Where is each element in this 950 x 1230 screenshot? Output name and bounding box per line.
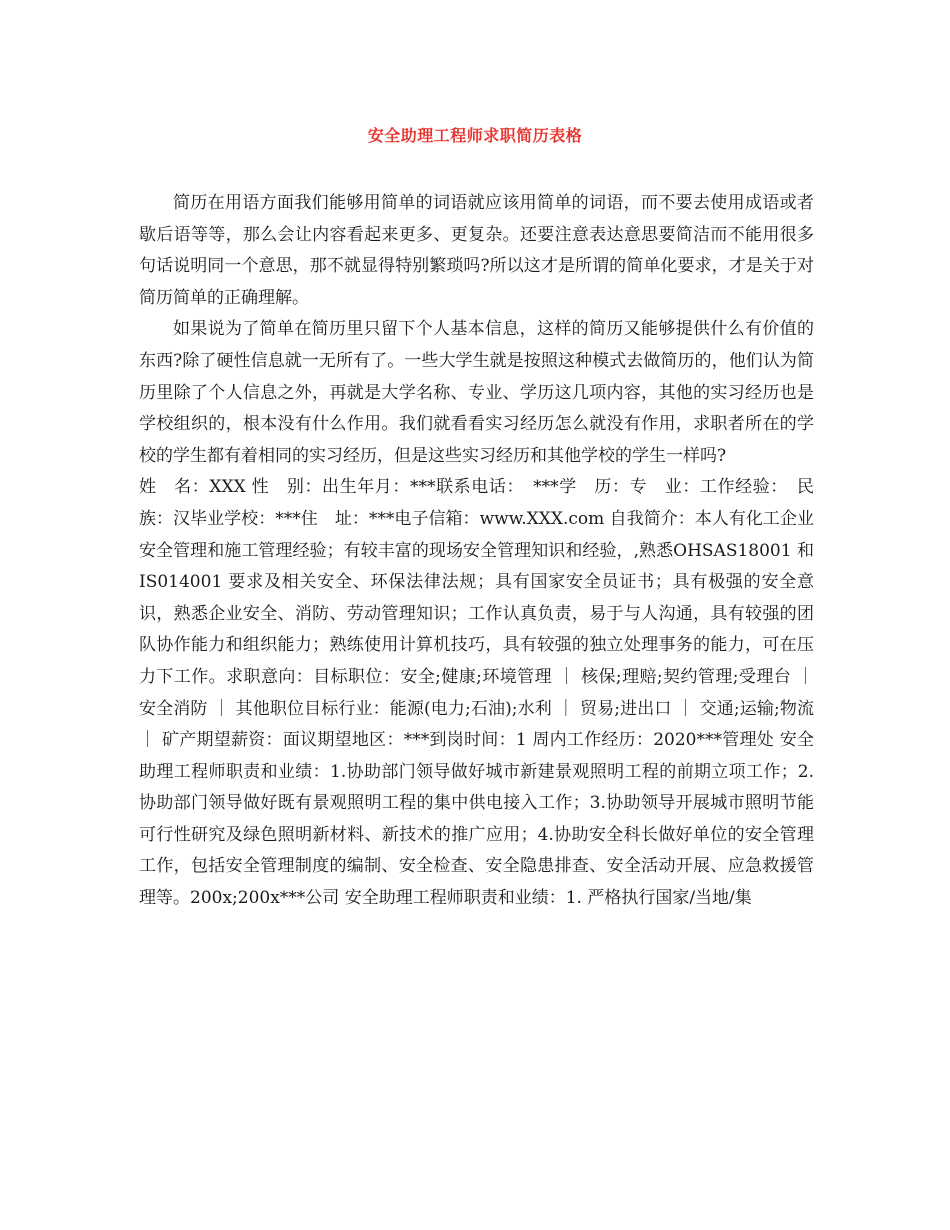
paragraph-basic-info: 如果说为了简单在简历里只留下个人基本信息，这样的简历又能够提供什么有价值的东西?除了硬性信息就一无所有了。一些大学生就是按照这种模式去做简历的，他们认为简历里除了个人信息之外，再就是大学名称、专业、学历这几项内容，其他的实习经历也是学校组织的，根本没有什么作用。我们就看看实习经历怎么就没有作用，求职者所在的学校的学生都有着相同的实习经历，但是这些实习经历和其他学校的学生一样吗? [139,319,814,466]
paragraph-simple-wording: 简历在用语方面我们能够用简单的词语就应该用简单的词语，而不要去使用成语或者歇后语等等，那么会让内容看起来更多、更复杂。还要注意表达意思要简洁而不能用很多句话说明同一个意思，那不就显得特别繁琐吗?所以这才是所谓的简单化要求，才是关于对简历简单的正确理解。 [139,193,814,308]
paragraph-resume-details: 姓 名：XXX 性 别：出生年月：***联系电话： ***学 历：专 业：工作经验： 民族：汉毕业学校：***住 址：***电子信箱：www.XXX.com 自我简介：本人有化工企业安全管理和施工管理经验；有较丰富的现场安全管理知识和经验，,熟悉OHSAS18001 和 IS014001 要求及相关安全、环保法律法规；具有国家安全员证书；具有极强的安全意识，熟悉企业安全、消防、劳动管理知识；工作认真负责，易于与人沟通，具有较强的团队协作能力和组织能力；熟练使用计算机技巧，具有较强的独立处理事务的能力，可在压力下工作。求职意向：目标职位：安全;健康;环境管理 ｜ 核保;理赔;契约管理;受理台 ｜ 安全消防 ｜ 其他职位目标行业：能源(电力;石油);水利 ｜ 贸易;进出口 ｜ 交通;运输;物流 ｜ 矿产期望薪资：面议期望地区：***到岗时间：1 周内工作经历：2020***管理处 安全助理工程师职责和业绩：1.协助部门领导做好城市新建景观照明工程的前期立项工作；2.协助部门领导做好既有景观照明工程的集中供电接入工作；3.协助领导开展城市照明节能可行性研究及绿色照明新材料、新技术的推广应用；4.协助安全科长做好单位的安全管理工作，包括安全管理制度的编制、安全检查、安全隐患排查、安全活动开展、应急救援管理等。200x;200x***公司 安全助理工程师职责和业绩：1. 严格执行国家/当地/集 [139,477,814,909]
document-body [139,188,814,915]
document-title: 安全助理工程师求职简历表格 [367,126,583,145]
